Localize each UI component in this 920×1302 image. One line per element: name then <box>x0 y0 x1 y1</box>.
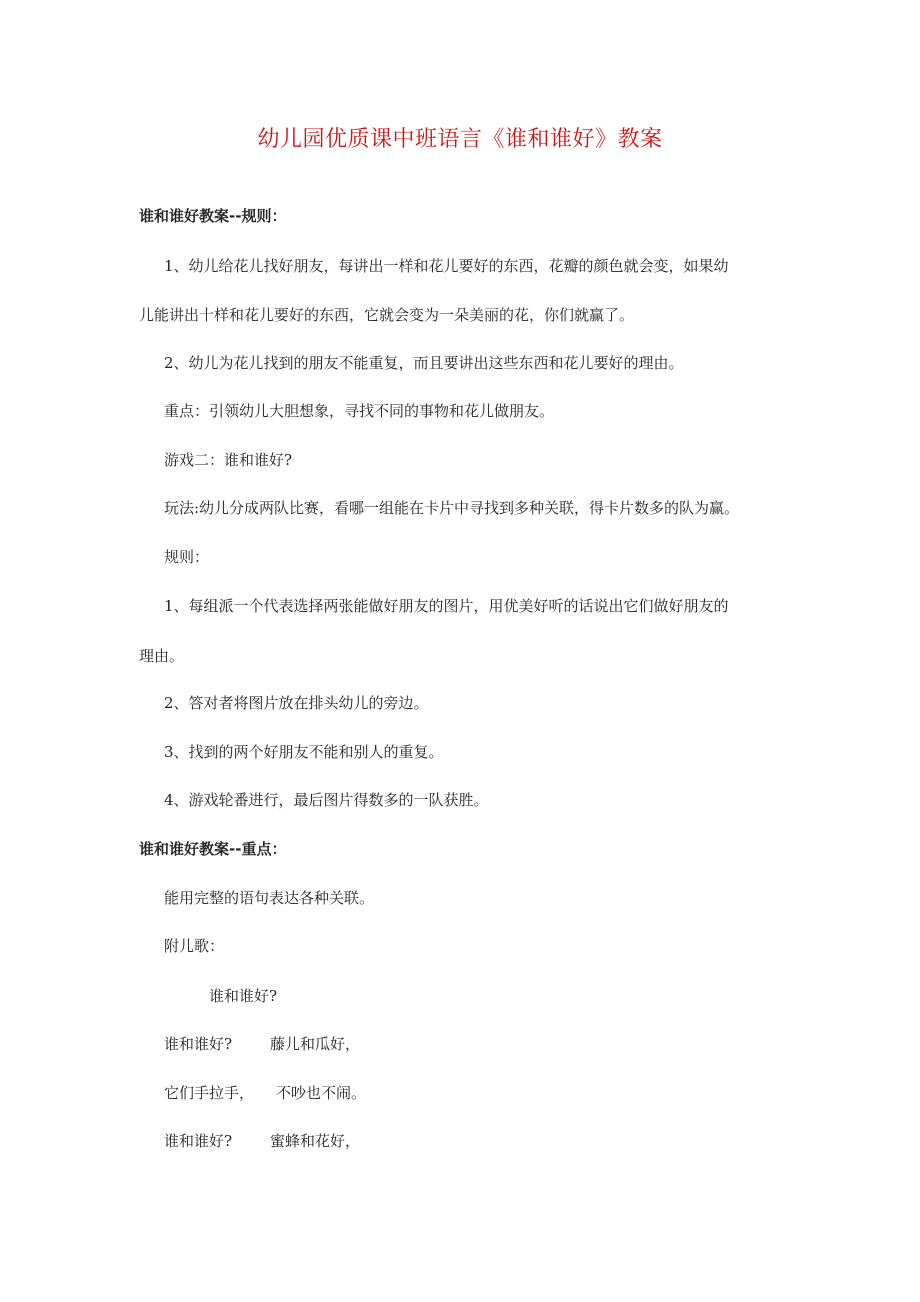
game-rule-2: 2、答对者将图片放在排头幼儿的旁边。 <box>164 694 429 712</box>
song-verse-2-part-a: 它们手拉手， <box>164 1084 255 1102</box>
game-two-label: 游戏二：谁和谁好? <box>164 451 293 469</box>
rules-label: 规则： <box>164 548 210 566</box>
song-verse-1-part-a: 谁和谁好? <box>164 1035 233 1053</box>
song-label: 附儿歌： <box>164 937 225 955</box>
document-title: 幼儿园优质课中班语言《谁和谁好》教案 <box>257 127 663 152</box>
play-method-paragraph: 玩法:幼儿分成两队比赛，看哪一组能在卡片中寻找到多种关联，得卡片数多的队为赢。 <box>164 499 740 517</box>
rule-item-1-line-1: 1、幼儿给花儿找好朋友，每讲出一样和花儿要好的东西，花瓣的颜色就会变，如果幼 <box>164 257 729 275</box>
focus-text: 能用完整的语句表达各种关联。 <box>164 889 375 907</box>
song-title: 谁和谁好? <box>209 987 278 1005</box>
section-heading-focus: 谁和谁好教案--重点： <box>139 840 287 858</box>
song-verse-2 <box>164 1083 366 1103</box>
game-rule-3: 3、找到的两个好朋友不能和别人的重复。 <box>164 743 444 761</box>
game-rule-1-line-1: 1、每组派一个代表选择两张能做好朋友的图片，用优美好听的话说出它们做好朋友的 <box>164 597 729 615</box>
game-rule-1-line-2: 理由。 <box>139 647 185 665</box>
rule-item-2: 2、幼儿为花儿找到的朋友不能重复，而且要讲出这些东西和花儿要好的理由。 <box>164 354 684 372</box>
song-verse-1 <box>164 1034 360 1054</box>
focus-paragraph: 重点：引领幼儿大胆想象，寻找不同的事物和花儿做朋友。 <box>164 402 555 420</box>
rule-item-1-line-2: 儿能讲出十样和花儿要好的东西，它就会变为一朵美丽的花，你们就赢了。 <box>139 306 635 324</box>
section-heading-rules: 谁和谁好教案--规则： <box>139 207 287 225</box>
song-verse-3-part-a: 谁和谁好? <box>164 1132 233 1150</box>
game-rule-4: 4、游戏轮番进行，最后图片得数多的一队获胜。 <box>164 791 489 809</box>
song-verse-1-part-b: 藤儿和瓜好， <box>270 1035 361 1053</box>
song-verse-3-part-b: 蜜蜂和花好， <box>270 1132 361 1150</box>
song-verse-2-part-b: 不吵也不闹。 <box>276 1084 367 1102</box>
song-verse-3 <box>164 1131 360 1151</box>
